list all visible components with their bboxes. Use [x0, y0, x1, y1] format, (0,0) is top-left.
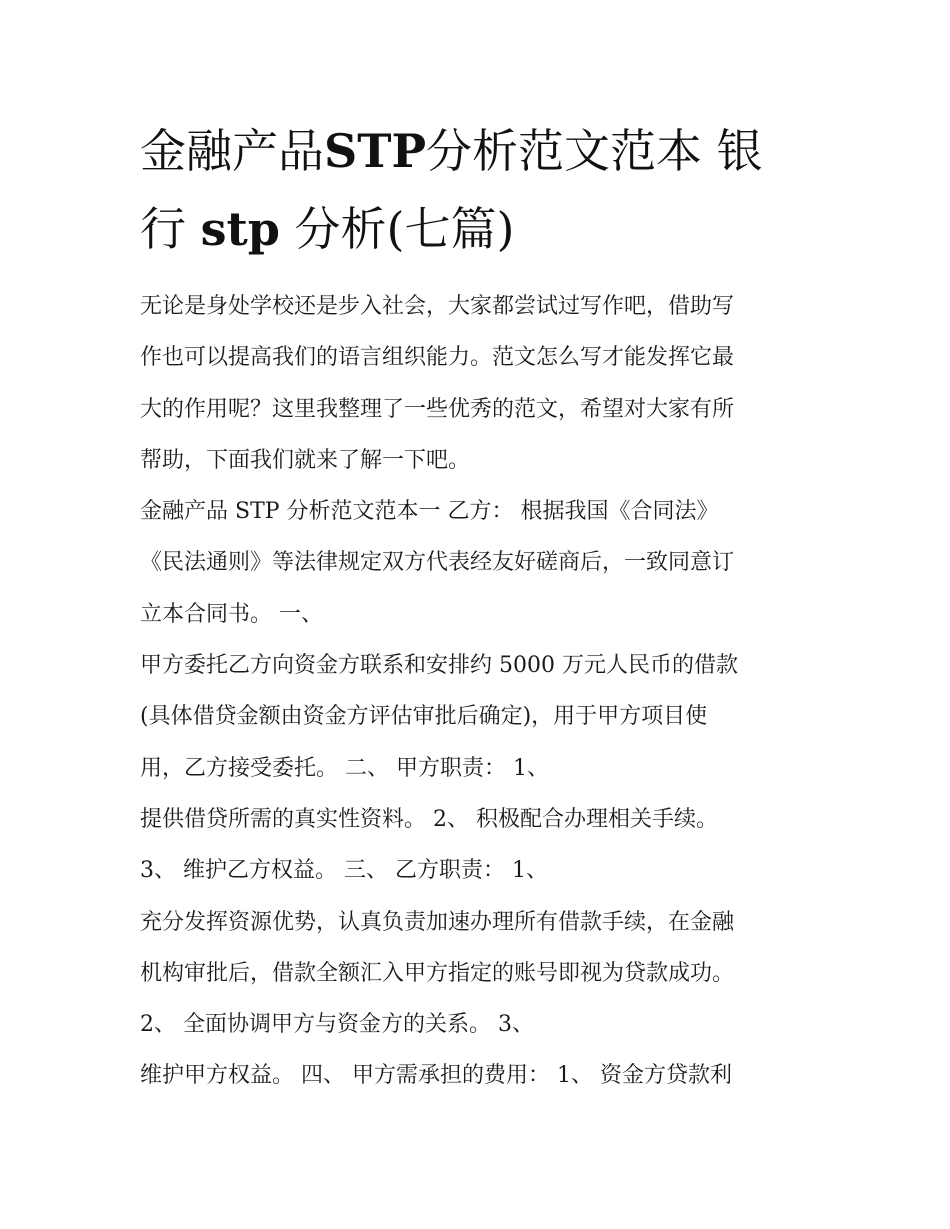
- body-line: 用，乙方接受委托。 二、 甲方职责： 1、: [140, 755, 549, 781]
- body-line: 《民法通则》等法律规定双方代表经友好磋商后，一致同意订: [140, 550, 735, 576]
- document-body: [140, 281, 830, 1102]
- title-text-2b: stp: [200, 202, 280, 256]
- body-line: 提供借贷所需的真实性资料。 2、 积极配合办理相关手续。: [140, 806, 718, 832]
- body-line: 金融产品 STP 分析范文范本一 乙方： 根据我国《合同法》: [140, 499, 719, 525]
- body-line: 2、 全面协调甲方与资金方的关系。 3、: [140, 1012, 534, 1038]
- title-text-2a: 行: [140, 202, 201, 256]
- title-text-1c: 分析范文范本 银: [426, 124, 763, 178]
- body-line: 维护甲方权益。 四、 甲方需承担的费用： 1、 资金方贷款利: [140, 1063, 732, 1089]
- title-text-2c: 分析(七篇): [279, 202, 515, 256]
- body-line: 甲方委托乙方向资金方联系和安排约 5000 万元人民币的借款: [140, 653, 738, 679]
- title-text-1a: 金融产品: [140, 124, 324, 178]
- body-line: 作也可以提高我们的语言组织能力。范文怎么写才能发挥它最: [140, 345, 735, 371]
- title-text-1b: STP: [324, 124, 427, 178]
- body-line: 大的作用呢？这里我整理了一些优秀的范文，希望对大家有所: [140, 396, 735, 422]
- body-line: 帮助，下面我们就来了解一下吧。: [140, 447, 471, 473]
- body-line: 机构审批后，借款全额汇入甲方指定的账号即视为贷款成功。: [140, 960, 735, 986]
- body-line: (具体借贷金额由资金方评估审批后确定)，用于甲方项目使: [140, 704, 708, 730]
- body-line: 立本合同书。 一、: [140, 601, 323, 627]
- document-title: [140, 112, 830, 268]
- body-line: 充分发挥资源优势，认真负责加速办理所有借款手续，在金融: [140, 909, 735, 935]
- title-line-1: [140, 112, 830, 190]
- body-line: 3、 维护乙方权益。 三、 乙方职责： 1、: [140, 858, 548, 884]
- body-line: 无论是身处学校还是步入社会，大家都尝试过写作吧，借助写: [140, 294, 735, 319]
- title-line-2: [140, 190, 830, 268]
